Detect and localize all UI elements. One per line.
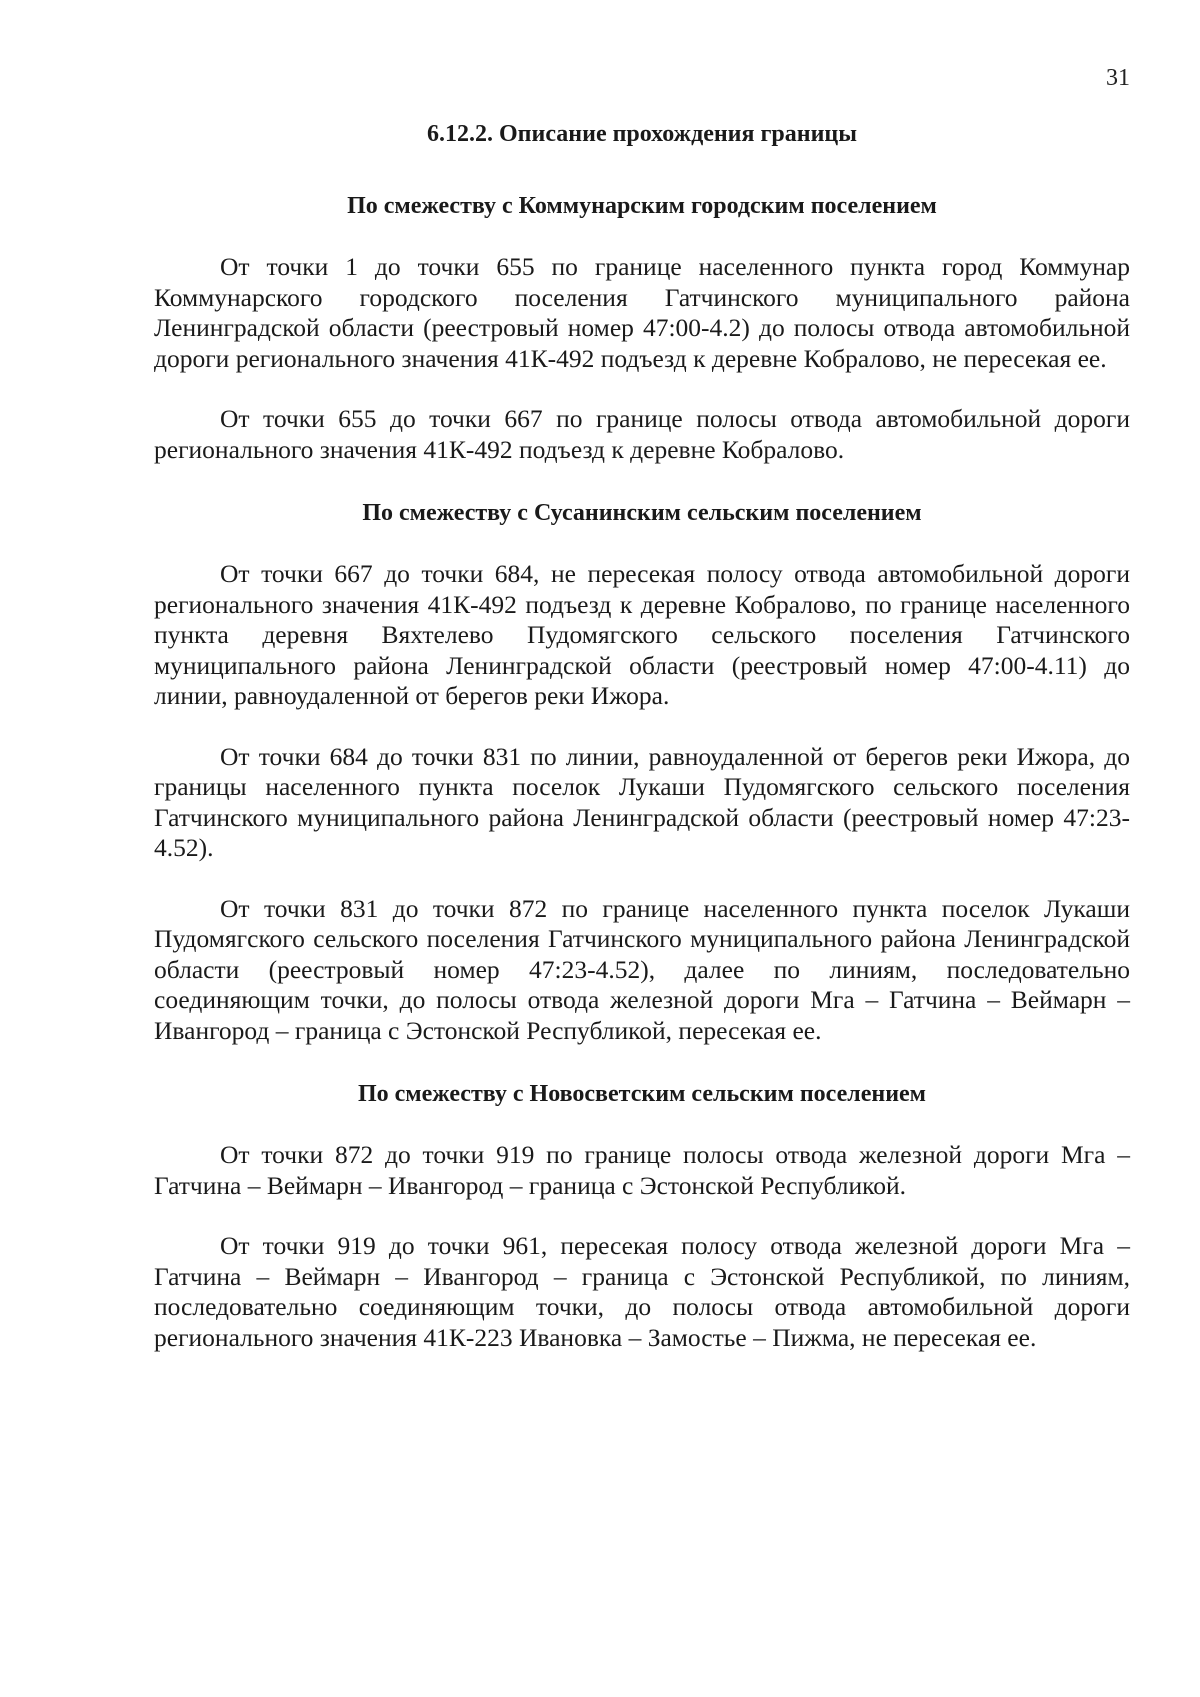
section-title: 6.12.2. Описание прохождения границы bbox=[427, 121, 857, 147]
paragraph: От точки 684 до точки 831 по линии, равноудаленной от берегов реки Ижора, до границы населенного пункта поселок Лукаши Пудомягского сельского поселения Гатчинского муниципального района Ленинградской области (реестровый номер 47:23-4.52). bbox=[154, 741, 1130, 862]
subsection-heading: По смежеству с Коммунарским городским поселением bbox=[347, 193, 937, 219]
paragraph: От точки 1 до точки 655 по границе населенного пункта город Коммунар Коммунарского городского поселения Гатчинского муниципального района Ленинградской области (реестровый номер 47:00-4.2) до полосы отвода автомобильной дороги регионального значения 41К-492 подъезд к деревне Кобралово, не пересекая ее. bbox=[154, 252, 1130, 373]
document-body bbox=[154, 118, 1130, 1383]
subsection-heading: По смежеству с Новосветским сельским поселением bbox=[357, 1081, 927, 1107]
page-number: 31 bbox=[1106, 65, 1130, 91]
paragraph: От точки 667 до точки 684, не пересекая полосу отвода автомобильной дороги регионального значения 41К-492 подъезд к деревне Кобралово, по границе населенного пункта деревня Вяхтелево Пудомягского сельского поселения Гатчинского муниципального района Ленинградской области (реестровый номер 47:00-4.11) до линии, равноудаленной от берегов реки Ижора. bbox=[154, 559, 1130, 710]
paragraph: От точки 872 до точки 919 по границе полосы отвода железной дороги Мга – Гатчина – Веймарн – Ивангород – граница с Эстонской Республикой. bbox=[154, 1140, 1130, 1200]
subsection-heading: По смежеству с Сусанинским сельским поселением bbox=[362, 500, 922, 526]
paragraph: От точки 919 до точки 961, пересекая полосу отвода железной дороги Мга – Гатчина – Веймарн – Ивангород – граница с Эстонской Республикой, по линиям, последовательно соединяющим точки, до полосы отвода автомобильной дороги регионального значения 41К-223 Ивановка – Замостье – Пижма, не пересекая ее. bbox=[154, 1231, 1130, 1352]
paragraph: От точки 655 до точки 667 по границе полосы отвода автомобильной дороги регионального значения 41К-492 подъезд к деревне Кобралово. bbox=[154, 404, 1130, 464]
paragraph: От точки 831 до точки 872 по границе населенного пункта поселок Лукаши Пудомягского сельского поселения Гатчинского муниципального района Ленинградской области (реестровый номер 47:23-4.52), далее по линиям, последовательно соединяющим точки, до полосы отвода железной дороги Мга – Гатчина – Веймарн – Ивангород – граница с Эстонской Республикой, пересекая ее. bbox=[154, 893, 1130, 1045]
